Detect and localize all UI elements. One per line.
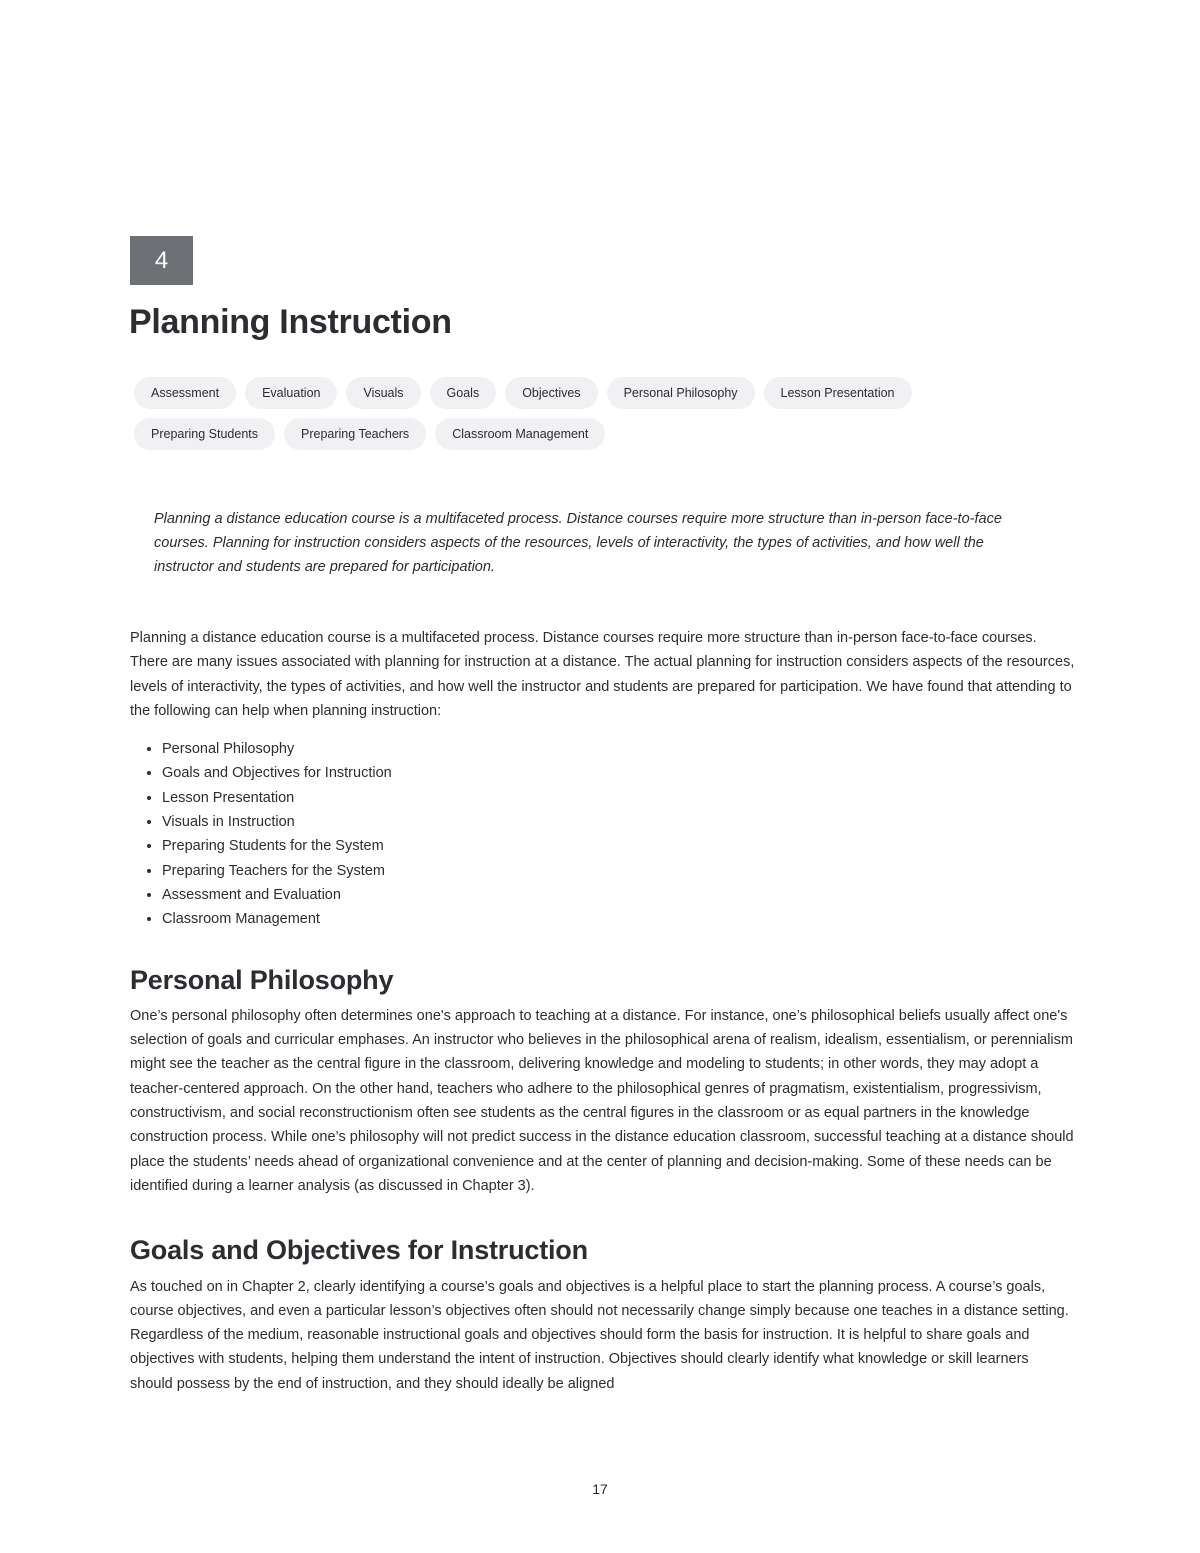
list-item: • Preparing Teachers for the System bbox=[162, 859, 1075, 883]
chapter-number-badge bbox=[130, 236, 193, 285]
list-item: • Goals and Objectives for Instruction bbox=[162, 761, 1075, 785]
goals-paragraph: As touched on in Chapter 2, clearly identifying a course’s goals and objectives is a helpful place to start the planning process. A course’s goals, course objectives, and even a particular lesson’s objectives often should not necessarily change simply because one teaches in a distance setting. Regardless of the medium, reasonable instructional goals and objectives should form the basis for instruction. It is helpful to share goals and objectives with students, helping them understand the intent of instruction. Objectives should clearly identify what knowledge or skill learners should possess by the end of instruction, and they should ideally be aligned bbox=[130, 1278, 1069, 1392]
list-item: • Visuals in Instruction bbox=[162, 810, 1075, 834]
tag-objectives[interactable]: Objectives bbox=[505, 377, 597, 409]
tag-lesson-presentation[interactable]: Lesson Presentation bbox=[764, 377, 912, 409]
chapter-abstract: Planning a distance education course is a multifaceted process. Distance courses require more structure than in-person face-to-face courses. Planning for instruction considers aspects of the resources, levels of interactivity, the types of activities, and how well the instructor and students are prepared for participation. bbox=[154, 511, 1002, 575]
philosophy-paragraph: One’s personal philosophy often determines one's approach to teaching at a distance. For instance, one’s philosophical beliefs usually affect one's selection of goals and curricular emphases. An instructor who believes in the philosophical arena of realism, idealism, essentialism, or perennialism might see the teacher as the central figure in the classroom, delivering knowledge and modeling to students; in other words, they may adopt a teacher-centered approach. On the other hand, teachers who adhere to the philosophical genres of pragmatism, existentialism, progressivism, constructivism, and social reconstructionism often see students as the central figures in the classroom or as equal partners in the knowledge construction process. While one’s philosophy will not predict success in the distance education classroom, successful teaching at a distance should place the students’ needs ahead of organizational convenience and at the center of planning and decision-making. Some of these needs can be identified during a learner analysis (as discussed in Chapter 3). bbox=[130, 1007, 1074, 1194]
tag-visuals[interactable]: Visuals bbox=[346, 377, 420, 409]
list-item: • Preparing Students for the System bbox=[162, 834, 1075, 858]
page-number: 17 bbox=[592, 1481, 608, 1497]
chapter-content bbox=[130, 626, 1075, 1396]
list-item: • Assessment and Evaluation bbox=[162, 883, 1075, 907]
tag-preparing-students[interactable]: Preparing Students bbox=[134, 418, 275, 450]
chapter-number: 4 bbox=[154, 246, 169, 274]
tag-personal-philosophy[interactable]: Personal Philosophy bbox=[607, 377, 755, 409]
section-heading-philosophy: Personal Philosophy bbox=[130, 964, 394, 995]
topic-list bbox=[130, 737, 1075, 931]
list-item: • Personal Philosophy bbox=[162, 737, 1075, 761]
tag-list bbox=[134, 377, 954, 450]
tag-goals[interactable]: Goals bbox=[430, 377, 497, 409]
chapter-title: Planning Instruction bbox=[129, 303, 452, 341]
tag-classroom-management[interactable]: Classroom Management bbox=[435, 418, 605, 450]
list-item: • Classroom Management bbox=[162, 907, 1075, 931]
tag-assessment[interactable]: Assessment bbox=[134, 377, 236, 409]
tag-evaluation[interactable]: Evaluation bbox=[245, 377, 337, 409]
list-item: • Lesson Presentation bbox=[162, 786, 1075, 810]
section-heading-goals: Goals and Objectives for Instruction bbox=[130, 1235, 588, 1266]
tag-preparing-teachers[interactable]: Preparing Teachers bbox=[284, 418, 426, 450]
intro-paragraph: Planning a distance education course is a multifaceted process. Distance courses require more structure than in-person face-to-face courses. There are many issues associated with planning for instruction at a distance. The actual planning for instruction considers aspects of the resources, levels of interactivity, the types of activities, and how well the instructor and students are prepared for participation. We have found that attending to the following can help when planning instruction: bbox=[130, 630, 1075, 719]
